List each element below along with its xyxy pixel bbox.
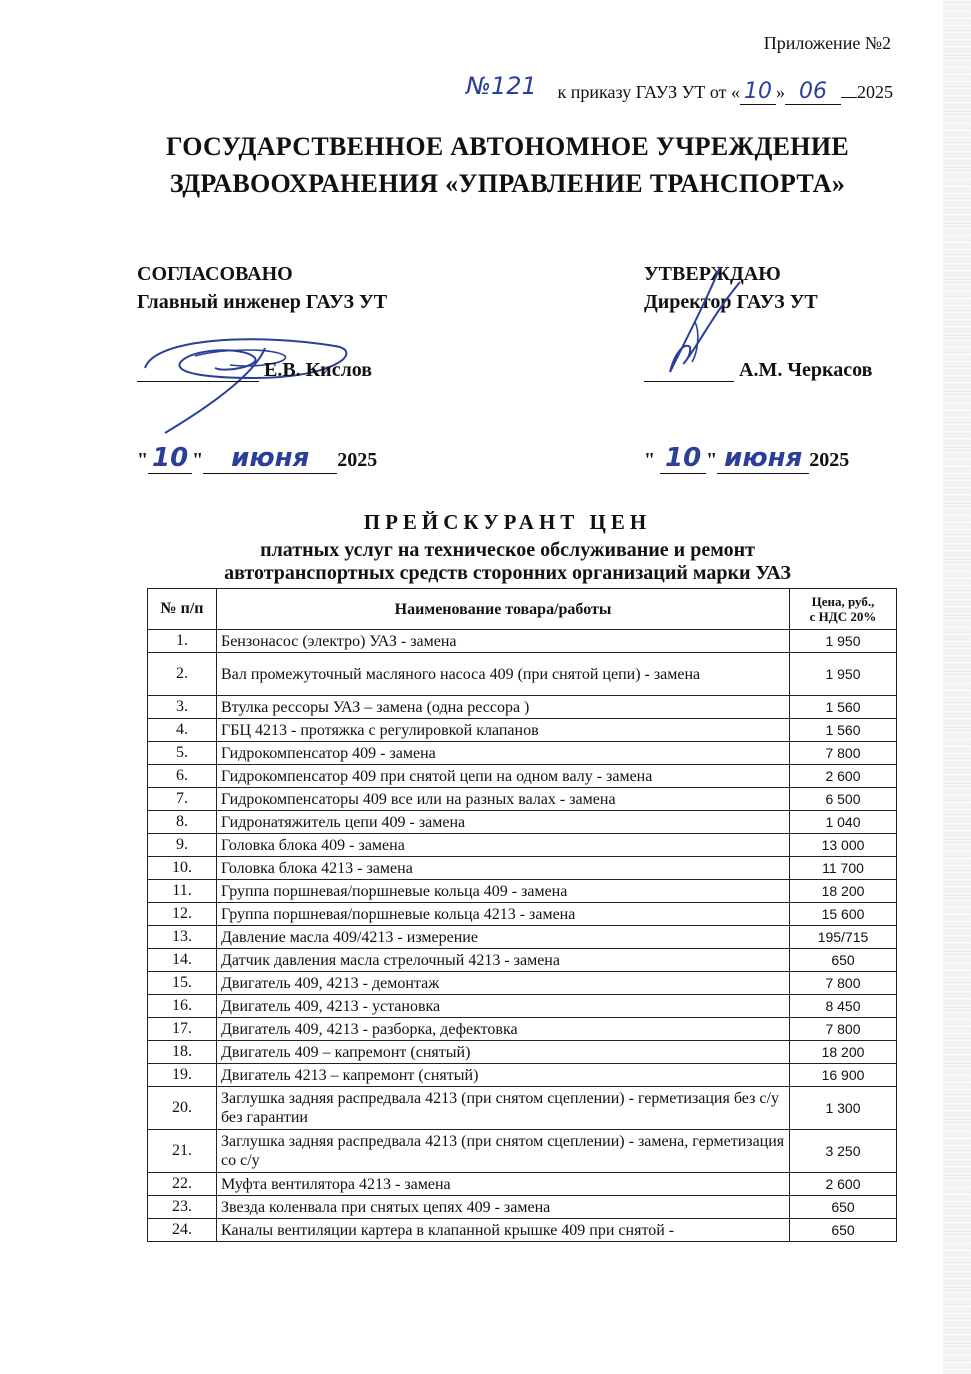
row-name: Группа поршневая/поршневые кольца 4213 - замена xyxy=(217,903,790,926)
row-num: 10. xyxy=(148,857,217,880)
row-num: 9. xyxy=(148,834,217,857)
order-number-handwritten: №121 xyxy=(466,72,537,100)
row-num: 6. xyxy=(148,765,217,788)
row-name: Двигатель 409, 4213 - демонтаж xyxy=(217,972,790,995)
row-price: 195/715 xyxy=(790,926,897,949)
row-price: 15 600 xyxy=(790,903,897,926)
row-name: Звезда коленвала при снятых цепях 409 - замена xyxy=(217,1196,790,1219)
table-row xyxy=(148,926,897,949)
row-price: 1 950 xyxy=(790,630,897,653)
row-name: Гидронатяжитель цепи 409 - замена xyxy=(217,811,790,834)
table-row xyxy=(148,995,897,1018)
header-num: № п/п xyxy=(148,589,217,630)
row-price: 7 800 xyxy=(790,1018,897,1041)
row-price: 18 200 xyxy=(790,1041,897,1064)
row-name: Двигатель 4213 – капремонт (снятый) xyxy=(217,1064,790,1087)
table-row xyxy=(148,788,897,811)
agreed-position: Главный инженер ГАУЗ УТ xyxy=(137,291,388,313)
agreed-heading: СОГЛАСОВАНО xyxy=(137,263,293,285)
row-num: 8. xyxy=(148,811,217,834)
order-blank xyxy=(841,97,857,98)
table-row xyxy=(148,1087,897,1130)
table-row xyxy=(148,903,897,926)
table-body xyxy=(148,630,897,1242)
row-num: 11. xyxy=(148,880,217,903)
table-row xyxy=(148,857,897,880)
row-num: 23. xyxy=(148,1196,217,1219)
row-price: 2 600 xyxy=(790,765,897,788)
row-num: 17. xyxy=(148,1018,217,1041)
agreed-date-month: июня xyxy=(203,443,337,474)
order-reference xyxy=(558,79,893,105)
row-num: 24. xyxy=(148,1219,217,1242)
approved-signature-blank xyxy=(644,361,734,382)
row-num: 7. xyxy=(148,788,217,811)
row-num: 16. xyxy=(148,995,217,1018)
table-row xyxy=(148,765,897,788)
organization-line-2: ЗДРАВООХРАНЕНИЯ «УПРАВЛЕНИЕ ТРАНСПОРТА» xyxy=(169,169,846,198)
table-row xyxy=(148,1196,897,1219)
order-prefix: к приказу ГАУЗ УТ от « xyxy=(557,82,740,102)
row-num: 2. xyxy=(148,653,217,696)
table-row xyxy=(148,1018,897,1041)
row-name: Каналы вентиляции картера в клапанной крышке 409 при снятой - xyxy=(217,1219,790,1242)
row-name: Головка блока 409 - замена xyxy=(217,834,790,857)
row-name: Гидрокомпенсатор 409 - замена xyxy=(217,742,790,765)
row-num: 3. xyxy=(148,696,217,719)
row-name: Заглушка задняя распредвала 4213 (при снятом сцеплении) - замена, герметизация со с/у xyxy=(217,1130,790,1173)
row-num: 15. xyxy=(148,972,217,995)
approval-agreed-block xyxy=(137,260,387,316)
header-price-line-1: Цена, руб., xyxy=(811,594,875,609)
row-price: 2 600 xyxy=(790,1173,897,1196)
agreed-signature-line xyxy=(137,359,372,382)
approved-heading: УТВЕРЖДАЮ xyxy=(644,263,781,285)
agreed-name: Е.В. Кислов xyxy=(264,359,373,381)
row-price: 7 800 xyxy=(790,972,897,995)
row-num: 19. xyxy=(148,1064,217,1087)
table-row xyxy=(148,630,897,653)
organization-title xyxy=(0,128,971,202)
row-name: Бензонасос (электро) УАЗ - замена xyxy=(217,630,790,653)
row-price: 1 040 xyxy=(790,811,897,834)
table-header-row xyxy=(148,589,897,630)
row-price: 1 560 xyxy=(790,719,897,742)
row-num: 20. xyxy=(148,1087,217,1130)
agreed-date-year: 2025 xyxy=(337,449,378,471)
row-price: 13 000 xyxy=(790,834,897,857)
row-num: 12. xyxy=(148,903,217,926)
row-num: 18. xyxy=(148,1041,217,1064)
document-subtitle-2: автотранспортных средств сторонних организаций марки УАЗ xyxy=(224,562,791,584)
row-name: Гидрокомпенсатор 409 при снятой цепи на одном валу - замена xyxy=(217,765,790,788)
table-row xyxy=(148,719,897,742)
row-num: 22. xyxy=(148,1173,217,1196)
row-price: 650 xyxy=(790,1219,897,1242)
row-name: Головка блока 4213 - замена xyxy=(217,857,790,880)
row-price: 8 450 xyxy=(790,995,897,1018)
row-price: 650 xyxy=(790,949,897,972)
agreed-date-day: 10 xyxy=(148,443,192,474)
approved-date: " 10 " июня 2025 xyxy=(644,443,850,473)
approved-date-year: 2025 xyxy=(809,449,850,471)
table-row xyxy=(148,880,897,903)
row-name: Группа поршневая/поршневые кольца 409 - замена xyxy=(217,880,790,903)
order-month: 06 xyxy=(785,79,841,105)
approved-date-day: 10 xyxy=(660,443,706,474)
table-row xyxy=(148,1219,897,1242)
row-name: Двигатель 409 – капремонт (снятый) xyxy=(217,1041,790,1064)
row-num: 5. xyxy=(148,742,217,765)
agreed-date: " 10 " июня 2025 xyxy=(137,443,378,473)
appendix-label: Приложение №2 xyxy=(763,33,891,53)
table-row xyxy=(148,742,897,765)
row-name: Втулка рессоры УАЗ – замена (одна рессора ) xyxy=(217,696,790,719)
agreed-signature-blank xyxy=(137,361,259,382)
row-name: Гидрокомпенсаторы 409 все или на разных валах - замена xyxy=(217,788,790,811)
document-title: ПРЕЙСКУРАНТ ЦЕН xyxy=(363,510,652,534)
table-row xyxy=(148,834,897,857)
row-price: 1 300 xyxy=(790,1087,897,1130)
row-price: 18 200 xyxy=(790,880,897,903)
scan-edge xyxy=(943,0,971,1374)
table-row xyxy=(148,1041,897,1064)
row-name: Двигатель 409, 4213 - разборка, дефектовка xyxy=(217,1018,790,1041)
header-name: Наименование товара/работы xyxy=(217,589,790,630)
document-subtitle-1: платных услуг на техническое обслуживание и ремонт xyxy=(260,539,755,561)
row-price: 16 900 xyxy=(790,1064,897,1087)
approved-position: Директор ГАУЗ УТ xyxy=(644,291,818,313)
row-num: 13. xyxy=(148,926,217,949)
table-row xyxy=(148,1130,897,1173)
table-row xyxy=(148,1064,897,1087)
approved-name: А.М. Черкасов xyxy=(739,359,873,381)
table-row xyxy=(148,696,897,719)
row-price: 1 950 xyxy=(790,653,897,696)
organization-line-1: ГОСУДАРСТВЕННОЕ АВТОНОМНОЕ УЧРЕЖДЕНИЕ xyxy=(166,132,849,161)
row-num: 14. xyxy=(148,949,217,972)
row-name: ГБЦ 4213 - протяжка с регулировкой клапанов xyxy=(217,719,790,742)
row-price: 1 560 xyxy=(790,696,897,719)
row-name: Датчик давления масла стрелочный 4213 - замена xyxy=(217,949,790,972)
row-price: 11 700 xyxy=(790,857,897,880)
header-price-line-2: с НДС 20% xyxy=(809,609,877,624)
row-num: 1. xyxy=(148,630,217,653)
row-name: Давление масла 409/4213 - измерение xyxy=(217,926,790,949)
order-year: 2025 xyxy=(857,82,893,102)
row-num: 21. xyxy=(148,1130,217,1173)
row-price: 6 500 xyxy=(790,788,897,811)
approved-date-month: июня xyxy=(717,443,809,474)
approved-signature-line xyxy=(644,359,872,382)
header-price xyxy=(790,589,897,630)
table-row xyxy=(148,1173,897,1196)
row-name: Вал промежуточный масляного насоса 409 (при снятой цепи) - замена xyxy=(217,653,790,696)
row-name: Муфта вентилятора 4213 - замена xyxy=(217,1173,790,1196)
row-price: 3 250 xyxy=(790,1130,897,1173)
row-price: 650 xyxy=(790,1196,897,1219)
order-day: 10 xyxy=(740,79,776,105)
row-name: Двигатель 409, 4213 - установка xyxy=(217,995,790,1018)
row-num: 4. xyxy=(148,719,217,742)
table-row xyxy=(148,653,897,696)
order-mid: » xyxy=(776,82,785,102)
row-name: Заглушка задняя распредвала 4213 (при снятом сцеплении) - герметизация без с/у без гарантии xyxy=(217,1087,790,1130)
table-row xyxy=(148,972,897,995)
table-row xyxy=(148,949,897,972)
row-price: 7 800 xyxy=(790,742,897,765)
price-table xyxy=(147,588,897,1242)
table-row xyxy=(148,811,897,834)
